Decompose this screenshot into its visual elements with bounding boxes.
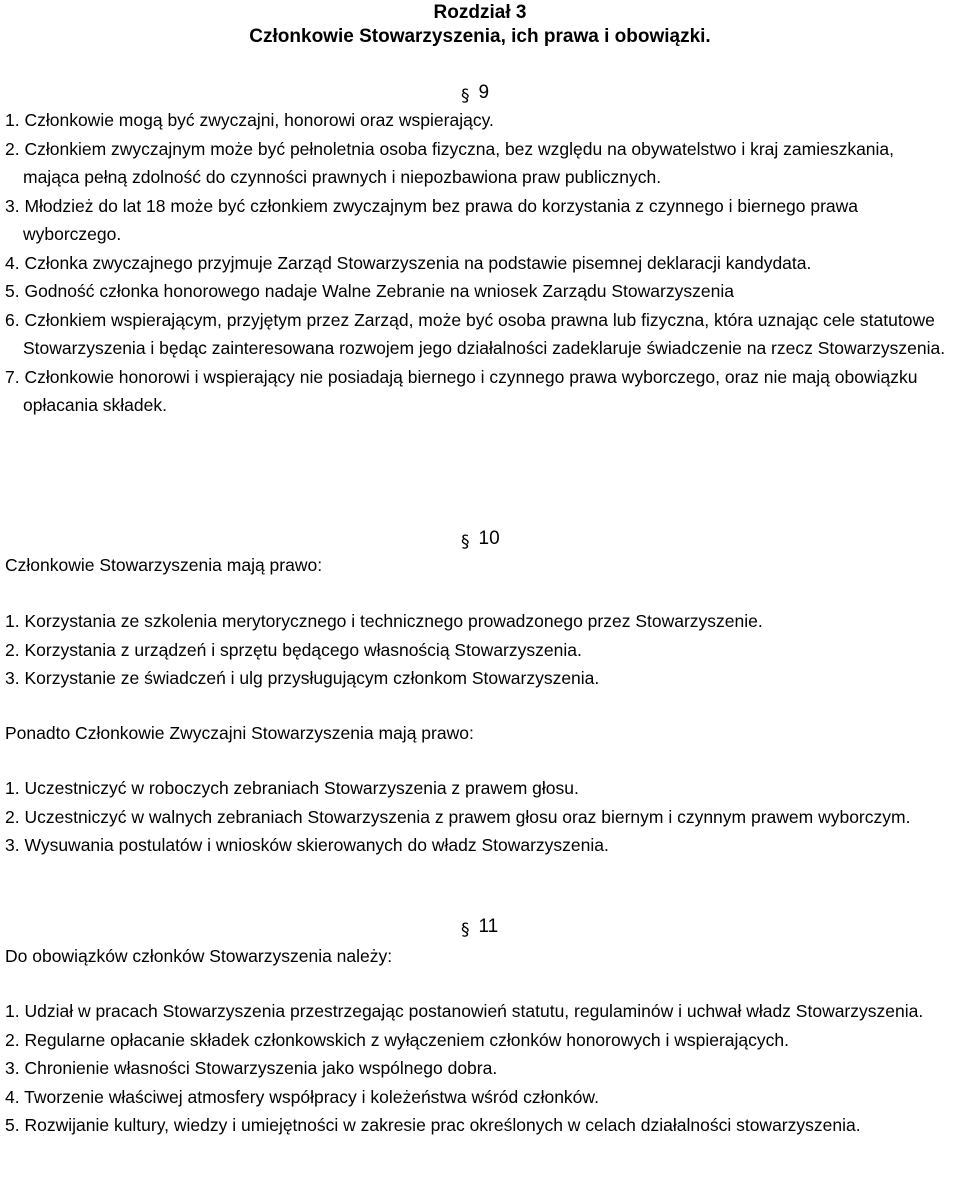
paragraph-sign-icon: § [461,532,470,552]
list-item: 2. Uczestniczyć w walnych zebraniach Stowarzyszenia z prawem głosu oraz biernym i czynnym prawem wyborczym. [5,806,911,827]
list-item: 3. Wysuwania postulatów i wniosków skierowanych do władz Stowarzyszenia. [5,835,609,855]
list-item: 5. Rozwijanie kultury, wiedzy i umiejętności w zakresie prac określonych w celach działalności stowarzyszenia. [5,1115,861,1135]
section-10-number: 10 [478,528,500,549]
list-item: 3. Młodzież do lat 18 może być członkiem zwyczajnym bez prawa do korzystania z czynnego i biernego prawa wyborczego. [5,195,859,244]
list-item: 1. Udział w pracach Stowarzyszenia przestrzegając postanowień statutu, regulaminów i uchwał władz Stowarzyszenia. [5,1001,924,1021]
section-11-number: 11 [478,916,499,937]
section-10-list [5,607,950,693]
section-11-heading [461,914,498,943]
list-item: 3. Chronienie własności Stowarzyszenia jako wspólnego dobra. [5,1058,498,1078]
list-item: 5. Godność członka honorowego nadaje Walne Zebranie na wniosek Zarządu Stowarzyszenia [5,281,734,301]
list-item: 2. Członkiem zwyczajnym może być pełnoletnia osoba fizyczna, bez względu na obywatelstwo i kraj zamieszkania, mająca pełną zdolność do czynności prawnych i niepozbawiona praw publicznych. [5,138,895,187]
section-9-number: 9 [478,82,490,103]
paragraph-sign-icon: § [461,86,470,106]
list-item: 7. Członkowie honorowi i wspierający nie posiadają biernego i czynnego prawa wyborczego, oraz nie mają obowiązku opłacania składek. [5,366,918,415]
section-10-intro: Członkowie Stowarzyszenia mają prawo: [5,555,323,575]
list-item: 2. Korzystania z urządzeń i sprzętu będącego własnością Stowarzyszenia. [5,639,582,660]
section-10-list-2 [5,774,950,860]
section-11-list [5,997,950,1140]
list-item: 2. Regularne opłacanie składek członkowskich z wyłączeniem członków honorowych i wspierających. [5,1029,789,1050]
section-9-heading [461,80,489,109]
section-10-heading [461,526,500,555]
section-9-list [5,106,952,420]
chapter-title: Rozdział 3 [433,2,527,23]
paragraph-sign-icon: § [461,920,470,940]
list-item: 3. Korzystanie ze świadczeń i ulg przysługującym członkom Stowarzyszenia. [5,668,600,688]
list-item: 1. Korzystania ze szkolenia merytorycznego i technicznego prowadzonego przez Stowarzyszenie. [5,611,763,631]
list-item: 1. Członkowie mogą być zwyczajni, honorowi oraz wspierający. [5,110,494,130]
list-item: 4. Członka zwyczajnego przyjmuje Zarząd Stowarzyszenia na podstawie pisemnej deklaracji kandydata. [5,252,812,273]
list-item: 1. Uczestniczyć w roboczych zebraniach Stowarzyszenia z prawem głosu. [5,778,579,798]
section-10-intro-2: Ponadto Członkowie Zwyczajni Stowarzyszenia mają prawo: [5,723,474,743]
list-item: 4. Tworzenie właściwej atmosfery współpracy i koleżeństwa wśród członków. [5,1086,599,1107]
list-item: 6. Członkiem wspierającym, przyjętym przez Zarząd, może być osoba prawna lub fizyczna, która uznając cele statutowe Stowarzyszenia i będąc zainteresowana rozwojem jego działalności zadeklaruje świadczenie na rzecz Stowarzyszenia. [5,309,946,358]
chapter-subtitle: Członkowie Stowarzyszenia, ich prawa i obowiązki. [249,26,711,47]
section-11-intro: Do obowiązków członków Stowarzyszenia należy: [5,946,393,966]
